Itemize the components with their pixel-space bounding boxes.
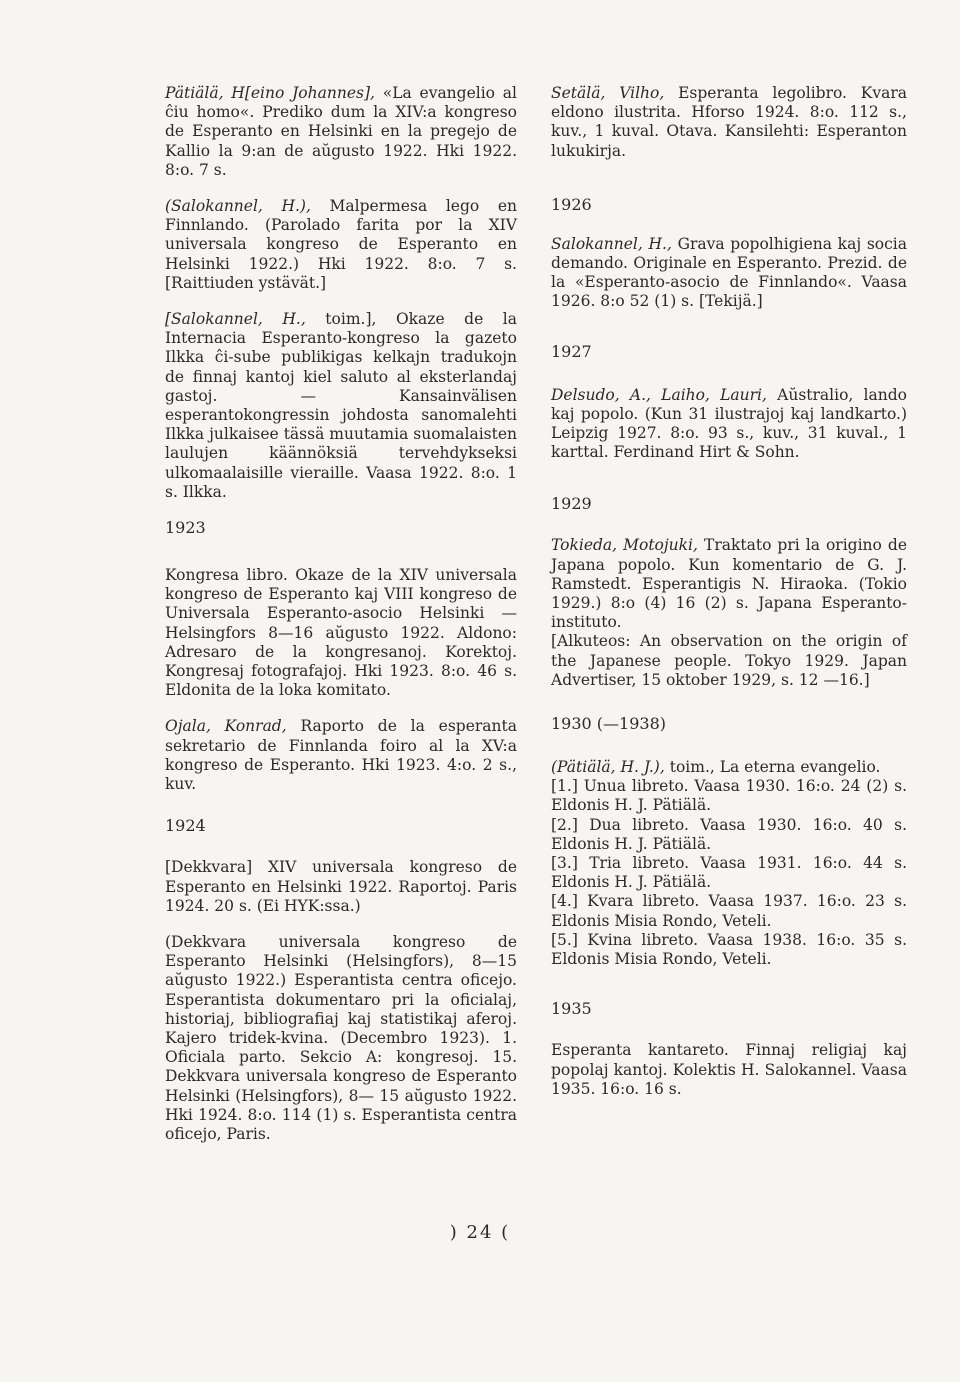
year-heading: 1923: [165, 518, 206, 538]
year-heading: 1930 (—1938): [551, 714, 667, 734]
bibliography-entry: [551, 892, 907, 930]
bibliography-entry: [551, 386, 907, 463]
entry-text: Kongresa libro. Okaze de la XIV universala kongreso de Esperanto kaj VIII kongreso de Universala Esperanto-asocio Helsinki — Helsingfors 8—16 aŭgusto 1922. Aldono: Adresaro de la kongresanoj. Korektoj. Kongresaj fotografajoj. Hki 1923. 8:o. 46 s. Eldonita de la loka komitato.: [165, 566, 517, 700]
entry-text: [Alkuteos: An observation on the origin of the Japanese people. Tokyo 1929. Japan Advertiser, 15 oktober 1929, s. 12 —16.]: [551, 632, 907, 689]
entry-text: [1.] Unua libreto. Vaasa 1930. 16:o. 24 (2) s. Eldonis H. J. Pätiälä.: [551, 777, 907, 815]
bibliography-entry: [551, 84, 907, 161]
entry-text: [3.] Tria libreto. Vaasa 1931. 16:o. 44 s. Eldonis H. J. Pätiälä.: [551, 854, 907, 892]
bibliography-entry: [551, 777, 907, 815]
bibliography-entry: [551, 1041, 907, 1099]
entry-text: Malpermesa lego en Finnlando. (Parolado farita por la XIV universala kongreso de Esperanto en Helsinki 1922.) Hki 1922. 8:o. 7 s. [Raittiuden ystävät.]: [165, 197, 517, 292]
left-column: [165, 84, 517, 1144]
bibliography-entry: [551, 632, 907, 690]
bibliography-entry: [165, 717, 517, 794]
bibliography-entry: [165, 310, 517, 502]
entry-author: Setälä, Vilho,: [551, 84, 665, 102]
entry-author: Salokannel, H.,: [551, 234, 672, 253]
entry-author: Delsudo, A., Laiho, Lauri,: [551, 385, 767, 404]
entry-text: [4.] Kvara libreto. Vaasa 1937. 16:o. 23 s. Eldonis Misia Rondo, Veteli.: [551, 892, 907, 930]
bibliography-entry: [551, 758, 907, 777]
bibliography-entry: [165, 197, 517, 293]
bibliography-entry: [551, 536, 907, 632]
entry-author: Pätiälä, H[eino Johannes],: [165, 84, 375, 102]
year-heading: 1924: [165, 816, 206, 836]
entry-text: [5.] Kvina libreto. Vaasa 1938. 16:o. 35 s. Eldonis Misia Rondo, Veteli.: [551, 930, 907, 969]
entry-text: «La evangelio al ĉiu homo«. Prediko dum la XIV:a kongreso de Esperanto en Helsinki en la pregejo de Kallio la 9:an de aŭgusto 1922. Hki 1922. 8:o. 7 s.: [165, 84, 517, 179]
entry-text: [Dekkvara] XIV universala kongreso de Esperanto en Helsinki 1922. Raportoj. Paris 1924. 20 s. (Ei HYK:ssa.): [165, 858, 517, 915]
bibliography-entry: [551, 931, 907, 969]
entry-text: Esperanta kantareto. Finnaj religiaj kaj popolaj kantoj. Kolektis H. Salokannel. Vaasa 1935. 16:o. 16 s.: [551, 1041, 907, 1098]
entry-author: (Salokannel, H.),: [165, 197, 311, 216]
bibliography-entry: [551, 816, 907, 854]
year-heading: 1927: [551, 341, 592, 361]
bibliography-entry: [165, 933, 517, 1144]
bibliography-entry: [551, 235, 907, 312]
entry-text: Aŭstralio, lando kaj popolo. (Kun 31 ilustrajoj kaj landkarto.) Leipzig 1927. 8:o. 93 s., kuv., 31 kuval., 1 karttal. Ferdinand Hirt & Sohn.: [551, 385, 907, 462]
entry-author: (Pätiälä, H. J.),: [551, 758, 665, 777]
entry-text: (Dekkvara universala kongreso de Esperanto Helsinki (Helsingfors), 8—15 aŭgusto 1922.) Esperantista centra oficejo. Esperantista dokumentaro pri la oficialaj, historiaj, bibliografiaj kaj statistikaj aferoj. Kajero tridek-kvina. (Decembro 1923). 1. Oficiala parto. Sekcio A: kongresoj. 15. Dekkvara universala kongreso de Esperanto Helsinki (Helsingfors), 8— 15 aŭgusto 1922. Hki 1924. 8:o. 114 (1) s. Esperantista centra oficejo, Paris.: [165, 932, 517, 1143]
entry-author: Tokieda, Motojuki,: [551, 536, 698, 555]
entry-author: [Salokannel, H.,: [165, 310, 306, 329]
bibliography-entry: [165, 566, 517, 700]
entry-text: Esperanta legolibro. Kvara eldono ilustrita. Hforso 1924. 8:o. 112 s., kuv., 1 kuval. Otava. Kansilehti: Esperanton lukukirja.: [551, 84, 908, 160]
entry-text: toim., La eterna evangelio.: [664, 758, 881, 777]
page-number: ) 24 (: [449, 1222, 511, 1243]
year-heading: 1935: [551, 999, 592, 1019]
entry-text: Traktato pri la origino de Japana popolo. Kun komentario de G. J. Ramstedt. Esperantigis N. Hiraoka. (Tokio 1929.) 8:o (4) 16 (2) s. Japana Esperanto-instituto.: [551, 536, 907, 632]
entry-text: Grava popolhigiena kaj socia demando. Originale en Esperanto. Prezid. de la «Esperanto-asocio de Finnlando«. Vaasa 1926. 8:o 52 (1) s. [Tekijä.]: [551, 234, 907, 311]
bibliography-entry: [165, 858, 517, 916]
bibliography-entry: [165, 84, 517, 180]
entry-author: Ojala, Konrad,: [165, 717, 287, 736]
entry-text: Raporto de la esperanta sekretario de Finnlanda foiro al la XV:a kongreso de Esperanto. Hki 1923. 4:o. 2 s., kuv.: [165, 717, 517, 794]
bibliography-entry: [551, 854, 907, 892]
entry-text: [2.] Dua libreto. Vaasa 1930. 16:o. 40 s. Eldonis H. J. Pätiälä.: [551, 815, 907, 853]
right-column: [551, 84, 907, 1099]
entry-text: toim.], Okaze de la Internacia Esperanto-kongreso la gazeto Ilkka ĉi-sube publikigas kelkajn tradukojn de finnaj kantoj kiel saluto al eksterlandaj gastoj. — Kansainvälisen esperantokongressin johdosta sanomalehti Ilkka julkaisee tässä muutamia suomalaisten laulujen käännöksiä tervehdykseksi ulkomaalaisille vieraille. Vaasa 1922. 8:o. 1 s. Ilkka.: [165, 310, 517, 501]
year-heading: 1926: [551, 194, 592, 214]
year-heading: 1929: [551, 494, 592, 514]
